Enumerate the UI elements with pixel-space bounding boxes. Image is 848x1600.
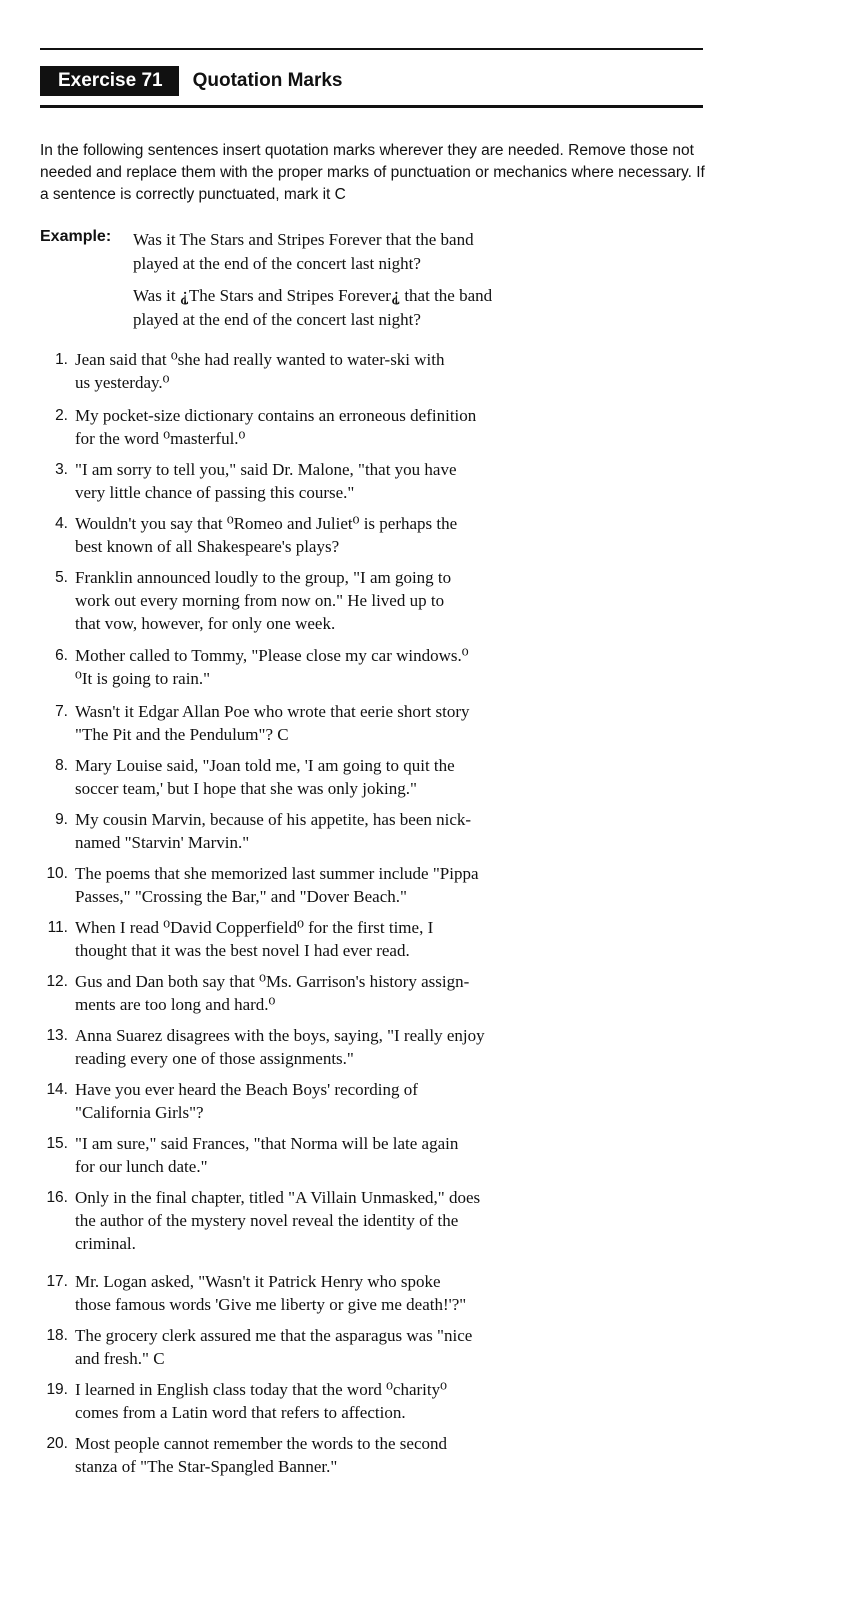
item-line1: Jean said that ⁰she had really wanted to water-ski with <box>75 350 445 369</box>
item-text <box>75 348 700 394</box>
item-text <box>75 1024 700 1070</box>
item-text <box>75 644 700 690</box>
item-number: 16. <box>46 1189 68 1206</box>
item-number: 12. <box>46 973 68 990</box>
item-number: 6. <box>55 647 68 664</box>
item-line1: Mary Louise said, "Joan told me, 'I am going to quit the <box>75 756 455 775</box>
item-line1: Only in the final chapter, titled "A Villain Unmasked," does <box>75 1188 481 1207</box>
bottom-rule <box>40 105 703 108</box>
item-line3: that vow, however, for only one week. <box>75 614 336 633</box>
item-text <box>75 1432 700 1478</box>
item-number: 14. <box>46 1081 68 1098</box>
item-number: 17. <box>46 1273 68 1290</box>
exercise-title: Quotation Marks <box>192 70 343 91</box>
item-number: 11. <box>47 919 68 936</box>
item-number: 5. <box>55 569 68 586</box>
item-text <box>75 1378 700 1424</box>
item-text <box>75 862 700 908</box>
item-line1: "I am sorry to tell you," said Dr. Malone, "that you have <box>75 460 457 479</box>
item-text <box>75 404 700 450</box>
item-line1: Mother called to Tommy, "Please close my car windows.⁰ <box>75 646 469 665</box>
example-original-line2: played at the end of the concert last night? <box>133 254 421 273</box>
item-number: 20. <box>46 1435 68 1452</box>
item-line2: thought that it was the best novel I had ever read. <box>75 941 410 960</box>
item-line1: When I read ⁰David Copperfield⁰ for the first time, I <box>75 918 434 937</box>
item-line2: stanza of "The Star-Spangled Banner." <box>75 1457 338 1476</box>
item-number: 13. <box>46 1027 68 1044</box>
example-corrected-line2: played at the end of the concert last night? <box>133 310 421 329</box>
item-number: 18. <box>46 1327 68 1344</box>
item-line1: My cousin Marvin, because of his appetite, has been nick- <box>75 810 472 829</box>
item-number: 3. <box>55 461 68 478</box>
item-line2: ⁰It is going to rain." <box>75 669 211 688</box>
item-text <box>75 916 700 962</box>
item-line1: Wasn't it Edgar Allan Poe who wrote that eerie short story <box>75 702 470 721</box>
item-number: 19. <box>46 1381 68 1398</box>
item-number: 10. <box>46 865 68 882</box>
item-line1: Most people cannot remember the words to the second <box>75 1434 448 1453</box>
item-line2: Passes," "Crossing the Bar," and "Dover Beach." <box>75 887 407 906</box>
example-original-line1: Was it The Stars and Stripes Forever that the band <box>133 230 474 249</box>
item-text <box>75 1324 700 1370</box>
item-text <box>75 1270 700 1316</box>
item-line1: "I am sure," said Frances, "that Norma will be late again <box>75 1134 459 1153</box>
item-line2: the author of the mystery novel reveal the identity of the <box>75 1211 459 1230</box>
item-line3: criminal. <box>75 1234 136 1253</box>
item-number: 4. <box>55 515 68 532</box>
item-text <box>75 1132 700 1178</box>
item-number: 9. <box>55 811 68 828</box>
exercise-badge: Exercise 71 <box>40 66 179 96</box>
item-line2: for the word ⁰masterful.⁰ <box>75 429 246 448</box>
item-line1: Anna Suarez disagrees with the boys, saying, "I really enjoy <box>75 1026 485 1045</box>
item-line2: and fresh." C <box>75 1349 165 1368</box>
item-line2: best known of all Shakespeare's plays? <box>75 537 340 556</box>
item-line1: The grocery clerk assured me that the asparagus was "nice <box>75 1326 473 1345</box>
item-text <box>75 566 700 635</box>
item-number: 1. <box>55 351 68 368</box>
item-line1: Have you ever heard the Beach Boys' recording of <box>75 1080 418 1099</box>
item-line2: those famous words 'Give me liberty or give me death!'?" <box>75 1295 467 1314</box>
item-line2: us yesterday.⁰ <box>75 373 170 392</box>
item-number: 8. <box>55 757 68 774</box>
item-line1: I learned in English class today that the word ⁰charity⁰ <box>75 1380 447 1399</box>
item-text <box>75 1186 700 1255</box>
item-line2: work out every morning from now on." He lived up to <box>75 591 445 610</box>
item-line2: "California Girls"? <box>75 1103 204 1122</box>
example-label: Example: <box>40 228 112 245</box>
item-number: 15. <box>46 1135 68 1152</box>
item-text <box>75 458 700 504</box>
item-line1: Gus and Dan both say that ⁰Ms. Garrison's history assign- <box>75 972 470 991</box>
item-text <box>75 1078 700 1124</box>
item-text <box>75 512 700 558</box>
item-line1: Franklin announced loudly to the group, "I am going to <box>75 568 452 587</box>
top-rule <box>40 48 703 50</box>
item-line2: comes from a Latin word that refers to affection. <box>75 1403 406 1422</box>
item-line1: Mr. Logan asked, "Wasn't it Patrick Henry who spoke <box>75 1272 441 1291</box>
item-text <box>75 970 700 1016</box>
item-line2: for our lunch date." <box>75 1157 208 1176</box>
item-line2: ments are too long and hard.⁰ <box>75 995 276 1014</box>
item-line2: reading every one of those assignments." <box>75 1049 354 1068</box>
item-line1: My pocket-size dictionary contains an erroneous definition <box>75 406 477 425</box>
item-line1: Wouldn't you say that ⁰Romeo and Juliet⁰ is perhaps the <box>75 514 458 533</box>
item-line2: soccer team,' but I hope that she was only joking." <box>75 779 417 798</box>
item-line2: very little chance of passing this course." <box>75 483 355 502</box>
instructions: In the following sentences insert quotation marks wherever they are needed. Remove those not needed and replace them with the proper marks of punctuation or mechanics where necessary. If a sentence is correctly punctuated, mark it C <box>40 142 705 203</box>
item-line1: The poems that she memorized last summer include "Pippa <box>75 864 479 883</box>
item-text <box>75 808 700 854</box>
item-text <box>75 754 700 800</box>
item-text <box>75 700 700 746</box>
item-line2: "The Pit and the Pendulum"? C <box>75 725 289 744</box>
example-corrected-line1: Was it ⸘The Stars and Stripes Forever⸘ that the band <box>133 286 493 305</box>
item-line2: named "Starvin' Marvin." <box>75 833 250 852</box>
item-number: 7. <box>55 703 68 720</box>
item-number: 2. <box>55 407 68 424</box>
exercise-header <box>40 66 343 96</box>
